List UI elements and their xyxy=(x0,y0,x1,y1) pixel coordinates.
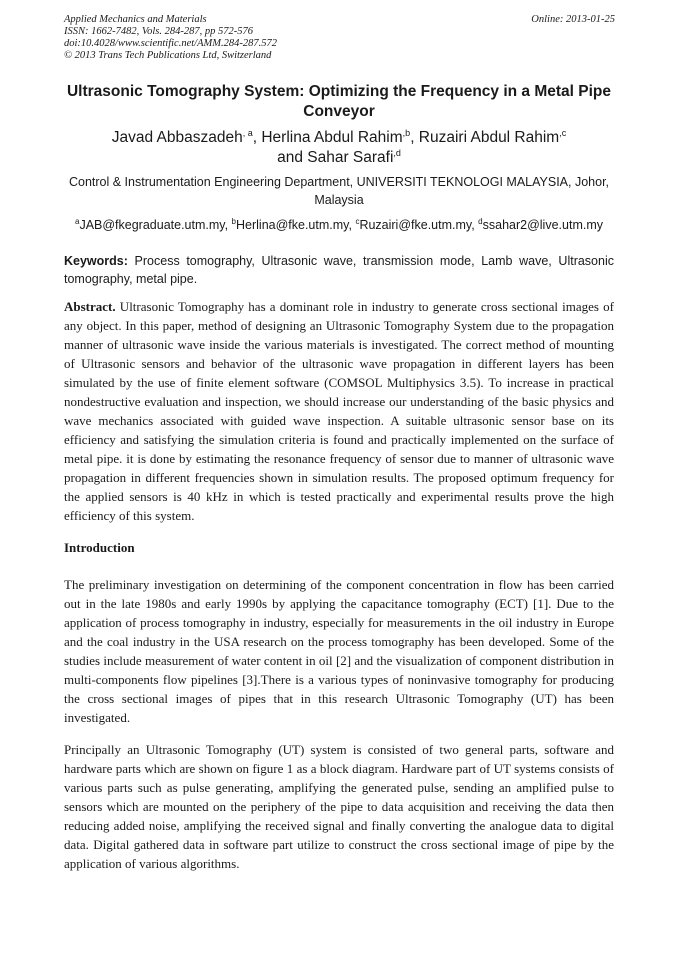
introduction-paragraph-1: The preliminary investigation on determining of the component concentration in flow has been carried out in the late 1980s and early 1990s by applying the capacitance tomography (ECT) [1]. Due to the application of process tomography in industry, especially for measurements in the oil industry in Europe and the coal industry in the USA research on the process tomography has been developed. Some of the studies include measurement of water content in oil [2] and the visualization of component distribution in multi-components flow pipelines [3].There is a various types of noninvasive tomography for producing the cross sectional images of pipes that in this research Ultrasonic Tomography (UT) has been investigated. xyxy=(64,577,614,725)
email-c: Ruzairi@fke.utm.my, xyxy=(359,218,479,232)
author-1: Javad Abbaszadeh xyxy=(111,129,243,146)
journal-header xyxy=(64,14,277,62)
paper-title: Ultrasonic Tomography System: Optimizing the Frequency in a Metal Pipe Conveyor xyxy=(66,83,612,120)
email-d: ssahar2@live.utm.my xyxy=(482,218,603,232)
introduction-heading: Introduction xyxy=(64,540,135,555)
abstract-text: Ultrasonic Tomography has a dominant role in industry to generate cross sectional images of any object. In this paper, method of designing an Ultrasonic Tomography System due to the propagation manner of ultrasonic wave inside the various materials is investigated. The correct method of mounting of Ultrasonic sensors and behavior of the ultrasonic wave propagation in different layers has been simulated by the use of finite element software (COMSOL Multiphysics 3.5). To increase in practical nondestructive evaluation and inspection, we should increase our understanding of the basic physics and wave mechanics associated with guided wave inspection. A suitable ultrasonic sensor base on its efficiency and satisfying the simulation criteria is found and practically implemented on the surface of metal pipe. it is done by estimating the resonance frequency of sensor due to manner of ultrasonic wave propagation in different frequencies shown in simulation results. The proposed optimum frequency for the applied sensors is 40 kHz in which is tested practically and experimental results prove the high efficiency of this system. xyxy=(64,299,614,523)
author-4: and Sahar Sarafi xyxy=(277,149,394,166)
author-2-marker: ,b xyxy=(402,128,411,138)
doi-line: doi:10.4028/www.scientific.net/AMM.284-287.572 xyxy=(64,38,277,49)
journal-name: Applied Mechanics and Materials xyxy=(64,14,207,25)
email-list xyxy=(64,216,614,234)
issn-line: ISSN: 1662-7482, Vols. 284-287, pp 572-576 xyxy=(64,26,253,37)
author-line-2 xyxy=(64,148,614,168)
email-a-marker: a xyxy=(74,217,80,226)
email-b: Herlina@fke.utm.my, xyxy=(236,218,356,232)
email-b-marker: b xyxy=(231,217,236,226)
abstract-label: Abstract. xyxy=(64,299,116,314)
introduction-paragraph-2: Principally an Ultrasonic Tomography (UT) system is consisted of two general parts, software and hardware parts which are shown on figure 1 as a block diagram. Hardware part of UT systems consists of various parts such as pulse generating, amplifying the generated pulse, sending an amplified pulse to sensors which are mounted on the periphery of the pipe to data acquisition and receiving the data then reducing added noise, amplifying the received signal and finally converting the analogue data to digital data. Digital gathered data in software part utilize to construct the cross sectional image of pipe by the application of various algorithms. xyxy=(64,742,614,871)
online-date: Online: 2013-01-25 xyxy=(531,14,615,25)
author-3-marker: ,c xyxy=(559,128,567,138)
author-line-1 xyxy=(64,128,614,148)
email-c-marker: c xyxy=(355,217,360,226)
keywords-text: Process tomography, Ultrasonic wave, transmission mode, Lamb wave, Ultrasonic tomography, metal pipe. xyxy=(64,254,614,286)
author-4-marker: ,d xyxy=(393,148,401,158)
abstract xyxy=(64,297,614,525)
author-list xyxy=(64,128,614,168)
author-2: , Herlina Abdul Rahim xyxy=(252,129,403,146)
affiliation: Control & Instrumentation Engineering Department, UNIVERSITI TEKNOLOGI MALAYSIA, Johor, Malaysia xyxy=(68,175,610,207)
author-1-marker: , a xyxy=(242,128,253,138)
email-d-marker: d xyxy=(478,217,483,226)
keywords xyxy=(64,252,614,288)
keywords-label: Keywords: xyxy=(64,254,128,268)
author-3: , Ruzairi Abdul Rahim xyxy=(410,129,560,146)
email-a: JAB@fkegraduate.utm.my, xyxy=(79,218,232,232)
copyright-line: © 2013 Trans Tech Publications Ltd, Switzerland xyxy=(64,50,272,61)
